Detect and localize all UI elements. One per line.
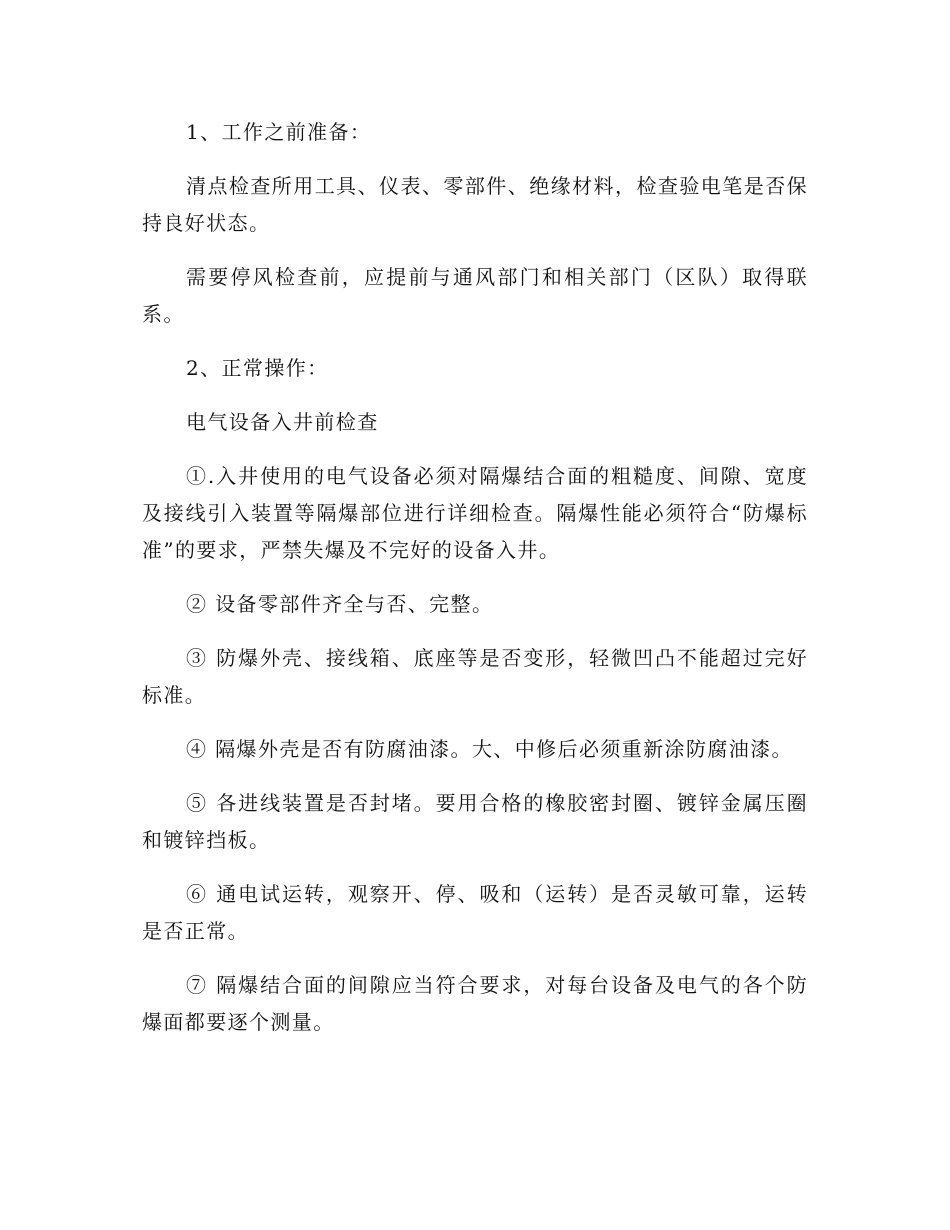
section-heading-normal-operation: 2、正常操作：: [186, 356, 329, 380]
list-item-2: ② 设备零部件齐全与否、完整。: [186, 592, 494, 616]
list-item-5: ⑤ 各进线装置是否封堵。要用合格的橡胶密封圈、镀锌金属压圈和镀锌挡板。: [142, 791, 808, 852]
list-item-4: ④ 隔爆外壳是否有防腐油漆。大、中修后必须重新涂防腐油漆。: [186, 737, 793, 761]
list-item-1: ①.入井使用的电气设备必须对隔爆结合面的粗糙度、间隙、宽度及接线引入装置等隔爆部位进行详细检查。隔爆性能必须符合“防爆标准”的要求，严禁失爆及不完好的设备入井。: [142, 464, 808, 562]
list-item-7: ⑦ 隔爆结合面的间隙应当符合要求，对每台设备及电气的各个防爆面都要逐个测量。: [142, 973, 808, 1034]
list-item-6: ⑥ 通电试运转，观察开、停、吸和（运转）是否灵敏可靠，运转是否正常。: [142, 882, 808, 943]
document-body: [142, 114, 808, 1058]
list-item-3: ③ 防爆外壳、接线箱、底座等是否变形，轻微凹凸不能超过完好标准。: [142, 646, 808, 707]
paragraph-contact-departments: 需要停风检查前，应提前与通风部门和相关部门（区队）取得联系。: [142, 265, 808, 326]
section-heading-preparation: 1、工作之前准备：: [186, 120, 372, 144]
paragraph-check-tools: 清点检查所用工具、仪表、零部件、绝缘材料，检查验电笔是否保持良好状态。: [142, 174, 808, 235]
subheading-equipment-check: 电气设备入井前检查: [186, 410, 379, 434]
